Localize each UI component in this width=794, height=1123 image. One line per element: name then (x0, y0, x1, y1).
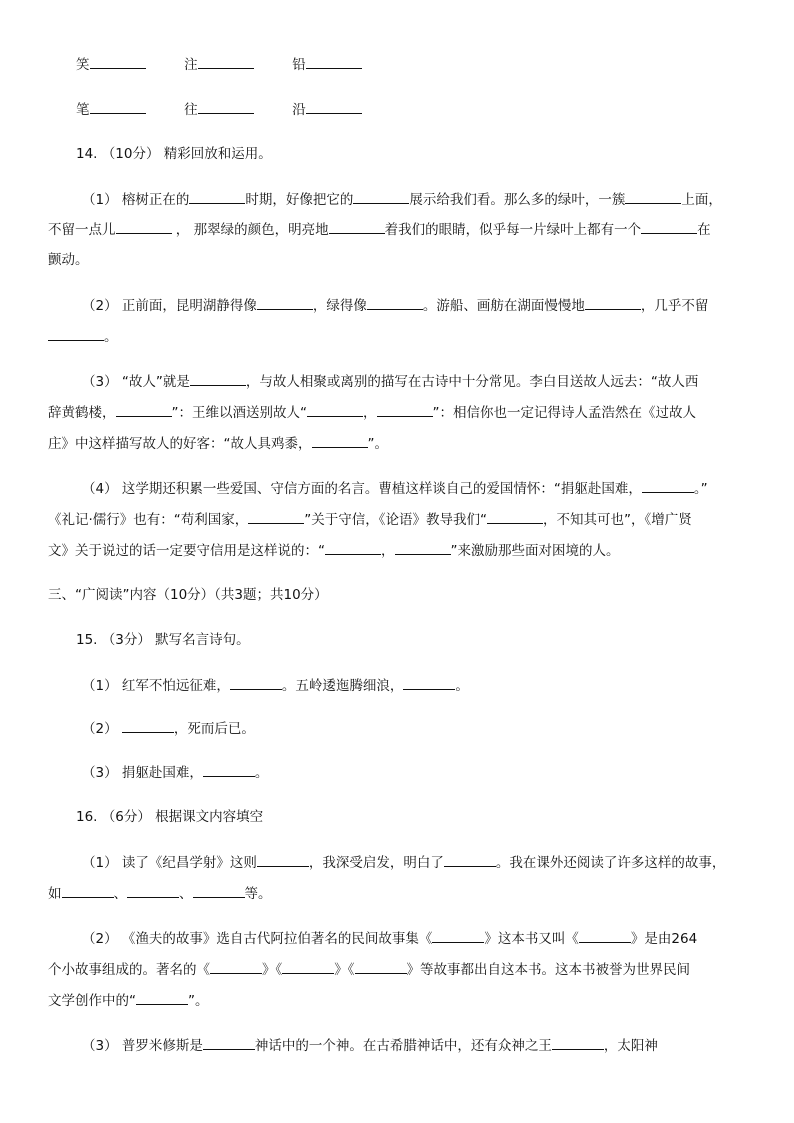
text: 这学期还积累一些爱国、守信方面的名言。曹植这样谈自己的爱国情怀：“捐躯赴国难， (121, 481, 642, 497)
q15-p2 (82, 718, 255, 739)
q14-p3-line1 (82, 371, 698, 392)
text: 文学创作中的“ (48, 993, 136, 1009)
blank[interactable] (306, 99, 362, 114)
text: 红军不怕远征难， (121, 678, 230, 694)
q14-p4-line2 (48, 509, 692, 530)
text: 》《 (262, 962, 283, 978)
q14-p1-line1 (82, 189, 722, 210)
text: 》《 (334, 962, 355, 978)
blank[interactable] (122, 718, 174, 733)
blank[interactable] (403, 675, 455, 690)
text: 正前面，昆明湖静得像 (121, 298, 257, 314)
q16-p3-line1 (82, 1035, 658, 1056)
blank[interactable] (367, 295, 423, 310)
blank[interactable] (307, 402, 363, 417)
q16-p2-line3 (48, 990, 209, 1011)
blank[interactable] (395, 540, 451, 555)
q14-p1-line2 (48, 219, 711, 240)
blank[interactable] (444, 852, 496, 867)
text: ”：王维以酒送别故人“ (171, 405, 307, 421)
q16-p2-line1 (82, 928, 697, 949)
char-wang: 往 (184, 102, 198, 118)
text: 捐躯赴国难， (121, 765, 203, 781)
blank[interactable] (190, 371, 246, 386)
text: 。我在课外还阅读了许多这样的故事， (495, 855, 726, 871)
text: 《礼记·儒行》也有：“苟利国家， (48, 512, 249, 528)
text: ”：相信你也一定记得诗人孟浩然在《过故人 (432, 405, 696, 421)
blank[interactable] (353, 189, 409, 204)
q14-p3-line2 (48, 402, 696, 423)
text: ， (363, 405, 377, 421)
text: 榕树正在的 (121, 192, 190, 208)
q14-p3-line3 (48, 433, 388, 454)
blank[interactable] (377, 402, 433, 417)
text: ， 那翠绿的颜色，明亮地 (175, 222, 329, 238)
blank[interactable] (248, 509, 304, 524)
text: ，不知其可也”，《增广贤 (543, 512, 692, 528)
blank[interactable] (136, 990, 188, 1005)
blank[interactable] (552, 1035, 604, 1050)
section-3-heading: 三、“广阅读”内容（10分）（共3题；共10分） (48, 587, 328, 603)
blank[interactable] (90, 99, 146, 114)
q15-title: 15. （3分） 默写名言诗句。 (76, 632, 250, 648)
item-number: （2） (82, 931, 118, 947)
q15-p3 (82, 762, 268, 783)
text: 普罗米修斯是 (121, 1038, 203, 1054)
blank[interactable] (230, 675, 282, 690)
text: ”关于守信，《论语》教导我们“ (304, 512, 488, 528)
item-number: （4） (82, 481, 118, 497)
item-number: （1） (82, 678, 118, 694)
text: 展示给我们看。那么多的绿叶，一簇 (409, 192, 626, 208)
blank[interactable] (625, 189, 681, 204)
text: 不留一点儿 (48, 222, 116, 238)
blank[interactable] (487, 509, 543, 524)
blank[interactable] (282, 959, 334, 974)
text: 神话中的一个神。在古希腊神话中，还有众神之王 (254, 1038, 552, 1054)
char-xiao: 笑 (76, 57, 90, 73)
text: ，死而后已。 (173, 721, 255, 737)
text: 时期，好像把它的 (245, 192, 354, 208)
text: 。 (254, 765, 269, 781)
text: ，绿得像 (312, 298, 367, 314)
blank[interactable] (641, 219, 697, 234)
text: “故人”就是 (121, 374, 190, 390)
top-row-2 (76, 99, 362, 120)
text: 辞黄鹤楼， (48, 405, 116, 421)
q16-p1-line2 (48, 883, 272, 904)
blank[interactable] (193, 883, 245, 898)
text: 。 (455, 678, 469, 694)
blank[interactable] (432, 928, 484, 943)
text: 文》关于说过的话一定要守信用是这样说的：“ (48, 543, 325, 559)
item-number: （2） (82, 721, 118, 737)
blank[interactable] (257, 295, 313, 310)
blank[interactable] (642, 478, 694, 493)
q14-p2-line1 (82, 295, 708, 316)
blank[interactable] (48, 326, 104, 341)
top-row-1 (76, 54, 362, 75)
item-number: （1） (82, 192, 118, 208)
char-zhu: 注 (184, 57, 198, 73)
item-number: （2） (82, 298, 118, 314)
text: 在 (697, 222, 711, 238)
blank[interactable] (198, 54, 254, 69)
text: ”来激励那些面对困境的人。 (450, 543, 620, 559)
text: 读了《纪昌学射》这则 (121, 855, 257, 871)
blank[interactable] (127, 883, 179, 898)
q14-p2-line2 (48, 326, 118, 347)
text: 》这本书又叫《 (484, 931, 579, 947)
text: 》是由264 (630, 931, 698, 947)
item-number: （3） (82, 1038, 118, 1054)
q14-p4-line3 (48, 540, 620, 561)
blank[interactable] (329, 219, 385, 234)
text: 上面， (681, 192, 722, 208)
char-qian: 铅 (292, 57, 306, 73)
q16-title: 16. （6分） 根据课文内容填空 (76, 809, 264, 825)
text: 、 (179, 886, 193, 902)
blank[interactable] (90, 54, 146, 69)
text: ，几乎不留 (640, 298, 709, 314)
item-number: （3） (82, 765, 118, 781)
text: 。游船、画舫在湖面慢慢地 (422, 298, 585, 314)
text: ”。 (367, 436, 388, 452)
blank[interactable] (257, 852, 309, 867)
text: 》等故事都出自这本书。这本书被誉为世界民间 (406, 962, 690, 978)
text: 庄》中这样描写故人的好客：“故人具鸡黍， (48, 436, 312, 452)
text: 着我们的眼睛，似乎每一片绿叶上都有一个 (384, 222, 642, 238)
blank[interactable] (210, 959, 262, 974)
blank[interactable] (306, 54, 362, 69)
text: ，与故人相聚或离别的描写在古诗中十分常见。李白目送故人远去：“故人西 (245, 374, 699, 390)
blank[interactable] (62, 883, 114, 898)
blank[interactable] (198, 99, 254, 114)
blank[interactable] (312, 433, 368, 448)
char-yan: 沿 (292, 102, 306, 118)
text: 个小故事组成的。著名的《 (48, 962, 210, 978)
blank[interactable] (189, 189, 245, 204)
blank[interactable] (116, 219, 172, 234)
blank[interactable] (355, 959, 407, 974)
text: ”。 (188, 993, 209, 1009)
text: 。” (693, 481, 708, 497)
text: 。 (104, 329, 118, 345)
text: 。五岭逶迤腾细浪， (281, 678, 404, 694)
blank[interactable] (579, 928, 631, 943)
text: 如 (48, 886, 62, 902)
q14-p1-line3: 颤动。 (48, 252, 89, 268)
item-number: （1） (82, 855, 118, 871)
q14-p4-line1 (82, 478, 708, 499)
text: 《渔夫的故事》选自古代阿拉伯著名的民间故事集《 (121, 931, 433, 947)
char-bi: 笔 (76, 102, 90, 118)
blank[interactable] (116, 402, 172, 417)
text: ，太阳神 (603, 1038, 658, 1054)
q15-p1 (82, 675, 469, 696)
blank[interactable] (585, 295, 641, 310)
q16-p1-line1 (82, 852, 725, 873)
text: 等。 (244, 886, 272, 902)
q14-title: 14. （10分） 精彩回放和运用。 (76, 146, 272, 162)
q16-p2-line2 (48, 959, 690, 980)
item-number: （3） (82, 374, 118, 390)
text: ， (381, 543, 395, 559)
blank[interactable] (203, 762, 255, 777)
text: 、 (113, 886, 127, 902)
text: ，我深受启发，明白了 (308, 855, 444, 871)
blank[interactable] (203, 1035, 255, 1050)
blank[interactable] (325, 540, 381, 555)
